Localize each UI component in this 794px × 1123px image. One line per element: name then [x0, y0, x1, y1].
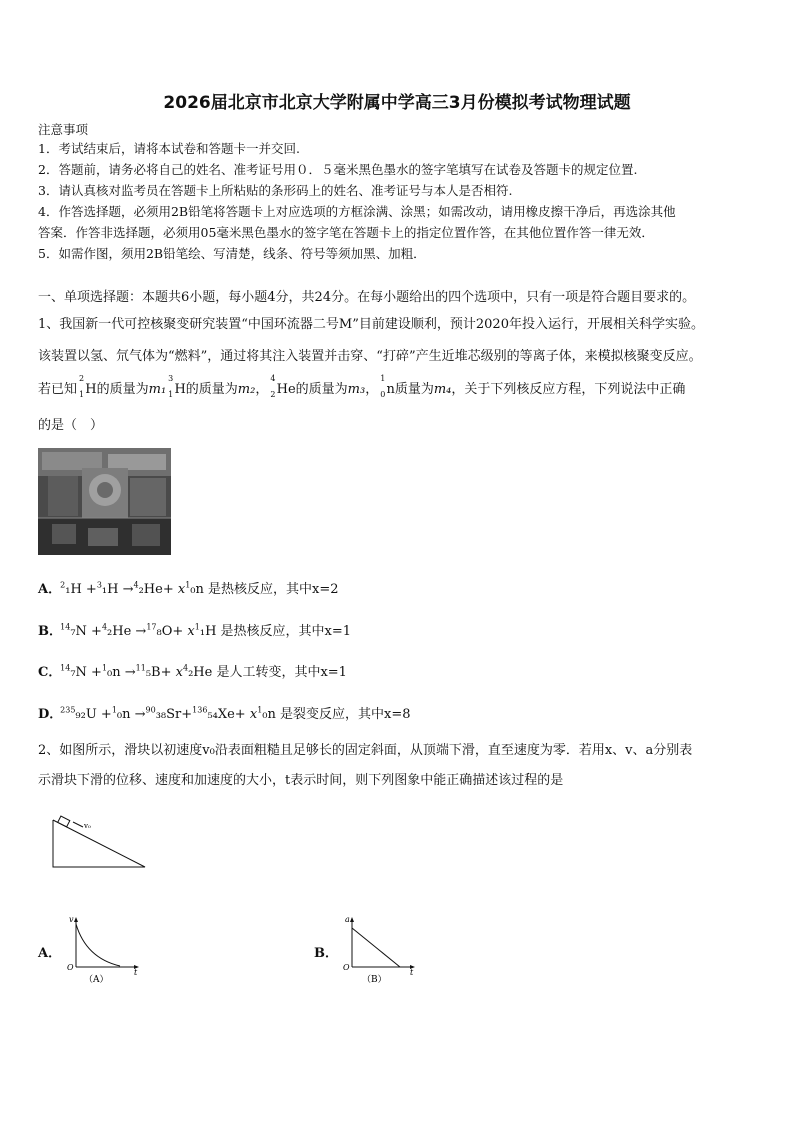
- graph-b-origin: O: [343, 963, 350, 972]
- notes-heading: 注意事项: [38, 122, 89, 137]
- graph-b-caption: （B）: [362, 975, 387, 985]
- graph-b-x-axis-label: t: [410, 968, 414, 977]
- option-b[interactable]: B． $^{14}_7N +^4_2He \to^{17}_8O+ x^1_1H$ 是热核反应，其中x=1: [38, 622, 352, 639]
- note-item: 答案．作答非选择题，必须用05毫米黑色墨水的签字笔在答题卡上的指定位置作答，在其他位置作答一律无效．: [38, 225, 654, 240]
- q1-text: 的是（ ）: [38, 418, 104, 433]
- page-title: 2026届北京市北京大学附属中学高三3月份模拟考试物理试题: [163, 93, 631, 113]
- graph-b-label: B．: [314, 946, 338, 961]
- note-item: 3．请认真核对监考员在答题卡上所粘贴的条形码上的姓名、准考证号与本人是否相符.: [38, 183, 513, 198]
- option-c[interactable]: C． $^{14}_7N +^1_0n \to^{11}_5B+ x^4_2He$ 是人工转变，其中x=1: [38, 663, 347, 680]
- graph-a-y-axis-label: v: [69, 915, 74, 924]
- graph-b-y-axis-label: a: [345, 915, 350, 924]
- fusion-device-photo: [38, 448, 171, 555]
- graph-a: [64, 914, 144, 988]
- option-d[interactable]: D． $^{235}_{92}U +^1_0n \to^{90}_{38}Sr+^{136}_{54}Xe+ x^1_0n$ 是裂变反应，其中x=8: [38, 705, 411, 722]
- section-heading: 一、单项选择题：本题共6小题，每小题4分，共24分。在每小题给出的四个选项中，只有一项是符合题目要求的。: [38, 290, 696, 305]
- q2-text: 2、如图所示，滑块以初速度v₀沿表面粗糙且足够长的固定斜面，从顶端下滑，直至速度为零．若用x、v、a分别表: [38, 743, 693, 758]
- note-item: 5．如需作图，须用2B铅笔绘、写清楚，线条、符号等须加黑、加粗．: [38, 246, 426, 261]
- note-item: 4．作答选择题，必须用2B铅笔将答题卡上对应选项的方框涂满、涂黑；如需改动，请用橡皮擦干净后，再选涂其他: [38, 204, 676, 219]
- note-item: 1．考试结束后，请将本试卷和答题卡一并交回.: [38, 141, 300, 156]
- q1-text: 该装置以氢、氘气体为“燃料”，通过将其注入装置并击穿、“打碎”产生近堆芯级别的等离子体，来模拟核聚变反应。: [38, 349, 702, 364]
- option-a[interactable]: A． $^2_1H +^3_1H \to^4_2He+ x^1_0n$ 是热核反应，其中x=2: [38, 580, 339, 597]
- graph-b: [340, 914, 420, 988]
- graph-a-x-axis-label: t: [134, 968, 138, 977]
- q2-text: 示滑块下滑的位移、速度和加速度的大小，t表示时间，则下列图象中能正确描述该过程的是: [38, 773, 564, 788]
- q1-text: 1、我国新一代可控核聚变研究装置“中国环流器二号M”目前建设顺利，预计2020年投入运行，开展相关科学实验。: [38, 317, 704, 332]
- graph-a-origin: O: [67, 963, 74, 972]
- graph-a-caption: （A）: [84, 975, 109, 985]
- q1-text-line3: 若已知 2 1 H的质量为m₁ 3 1 H的质量为m₂， 4 2 He的质量为m₃， 1 0 n质量为m₄，关于下列核反应方程，下列说法中正确: [38, 374, 686, 399]
- graph-a-label: A．: [38, 946, 62, 961]
- note-item: 2．答题前，请务必将自己的姓名、准考证号用０．５毫米黑色墨水的签字笔填写在试卷及答题卡的规定位置.: [38, 162, 638, 177]
- v0-label: v₀: [84, 822, 91, 830]
- incline-diagram: [45, 812, 155, 872]
